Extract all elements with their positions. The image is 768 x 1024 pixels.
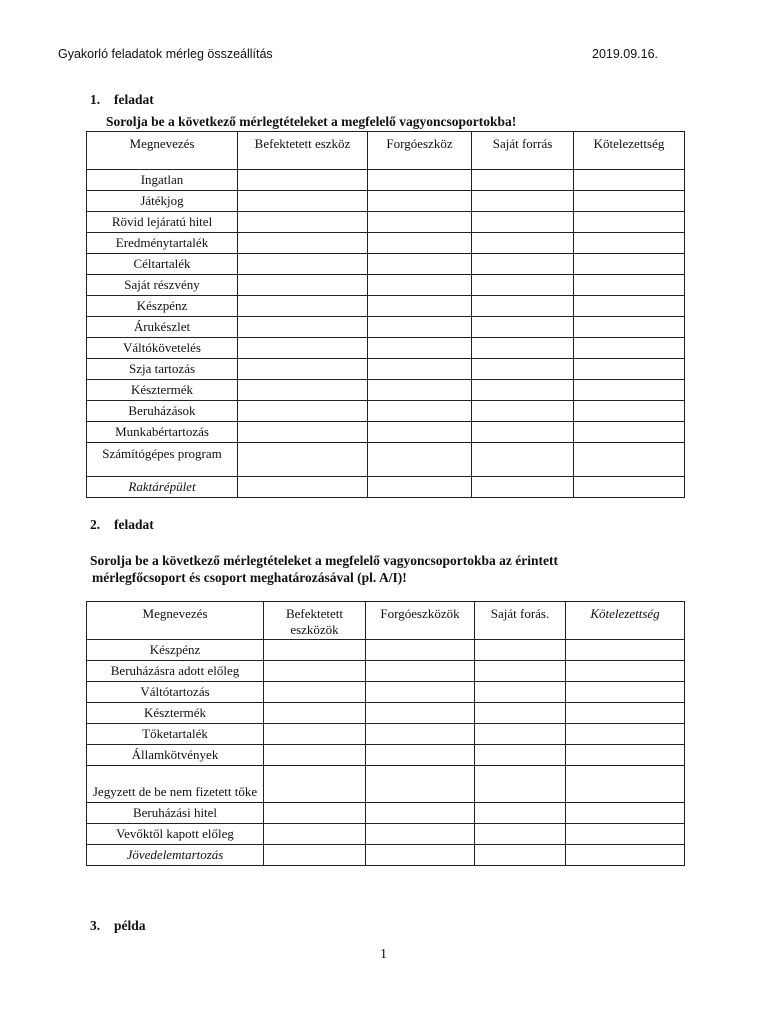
answer-cell [264, 766, 366, 803]
answer-cell [238, 275, 368, 296]
answer-cell [475, 845, 566, 866]
answer-cell [238, 191, 368, 212]
task1-header-row [87, 132, 685, 170]
task2-title: feladat [114, 517, 154, 532]
answer-cell [574, 477, 685, 498]
task1-col-name: Megnevezés [87, 132, 238, 170]
answer-cell [368, 254, 472, 275]
item-name-cell: Számítógépes program [87, 443, 238, 477]
table-row [87, 745, 685, 766]
item-name-cell: Készpénz [87, 296, 238, 317]
answer-cell [368, 233, 472, 254]
answer-cell [475, 724, 566, 745]
answer-cell [475, 745, 566, 766]
answer-cell [366, 661, 475, 682]
table-row [87, 359, 685, 380]
table-row [87, 703, 685, 724]
answer-cell [574, 422, 685, 443]
task2-col-current-assets: Forgóeszközök [366, 602, 475, 640]
item-name-cell: Beruházások [87, 401, 238, 422]
answer-cell [368, 212, 472, 233]
answer-cell [264, 724, 366, 745]
answer-cell [472, 212, 574, 233]
answer-cell [366, 703, 475, 724]
answer-cell [574, 191, 685, 212]
table-row [87, 477, 685, 498]
answer-cell [238, 212, 368, 233]
table-row [87, 275, 685, 296]
answer-cell [368, 170, 472, 191]
table-row [87, 803, 685, 824]
table-row [87, 401, 685, 422]
task1-instruction: Sorolja be a következő mérlegtételeket a megfelelő vagyoncsoportokba! [106, 114, 517, 129]
answer-cell [475, 661, 566, 682]
item-name-cell: Váltótartozás [87, 682, 264, 703]
answer-cell [472, 275, 574, 296]
item-name-cell: Játékjog [87, 191, 238, 212]
answer-cell [566, 845, 685, 866]
item-name-cell: Jegyzett de be nem fizetett tőke [87, 766, 264, 803]
answer-cell [472, 296, 574, 317]
table-row [87, 640, 685, 661]
task1-col-fixed-assets: Befektetett eszköz [238, 132, 368, 170]
answer-cell [366, 745, 475, 766]
table-row [87, 170, 685, 191]
answer-cell [472, 191, 574, 212]
item-name-cell: Jövedelemtartozás [87, 845, 264, 866]
table-row [87, 661, 685, 682]
answer-cell [566, 824, 685, 845]
answer-cell [368, 296, 472, 317]
answer-cell [366, 824, 475, 845]
answer-cell [574, 359, 685, 380]
task3-heading [90, 918, 146, 934]
table-row [87, 824, 685, 845]
answer-cell [366, 682, 475, 703]
item-name-cell: Beruházásra adott előleg [87, 661, 264, 682]
task2-col-equity: Saját forás. [475, 602, 566, 640]
answer-cell [238, 477, 368, 498]
task2-table [86, 601, 685, 866]
answer-cell [472, 170, 574, 191]
answer-cell [264, 745, 366, 766]
answer-cell [566, 803, 685, 824]
answer-cell [475, 682, 566, 703]
answer-cell [366, 845, 475, 866]
answer-cell [238, 380, 368, 401]
answer-cell [574, 317, 685, 338]
answer-cell [368, 401, 472, 422]
item-name-cell: Munkabértartozás [87, 422, 238, 443]
item-name-cell: Saját részvény [87, 275, 238, 296]
answer-cell [264, 640, 366, 661]
answer-cell [264, 803, 366, 824]
item-name-cell: Eredménytartalék [87, 233, 238, 254]
item-name-cell: Szja tartozás [87, 359, 238, 380]
task2-instruction-line2: mérlegfőcsoport és csoport meghatározásával (pl. A/I)! [92, 570, 407, 585]
answer-cell [368, 477, 472, 498]
answer-cell [574, 443, 685, 477]
task1-title: feladat [114, 92, 154, 107]
answer-cell [566, 703, 685, 724]
answer-cell [472, 380, 574, 401]
answer-cell [566, 682, 685, 703]
item-name-cell: Készpénz [87, 640, 264, 661]
table-row [87, 296, 685, 317]
answer-cell [368, 359, 472, 380]
table-row [87, 254, 685, 275]
answer-cell [566, 661, 685, 682]
answer-cell [238, 422, 368, 443]
answer-cell [574, 338, 685, 359]
item-name-cell: Beruházási hitel [87, 803, 264, 824]
task3-number: 3. [90, 918, 101, 933]
answer-cell [368, 443, 472, 477]
table-row [87, 317, 685, 338]
answer-cell [472, 233, 574, 254]
answer-cell [475, 640, 566, 661]
task2-instruction [90, 552, 558, 586]
answer-cell [472, 401, 574, 422]
table-row [87, 422, 685, 443]
answer-cell [238, 338, 368, 359]
answer-cell [238, 443, 368, 477]
answer-cell [264, 845, 366, 866]
answer-cell [472, 338, 574, 359]
item-name-cell: Rövid lejáratú hitel [87, 212, 238, 233]
answer-cell [238, 317, 368, 338]
task2-col-fixed-assets: Befektetett eszközök [264, 602, 366, 640]
answer-cell [566, 745, 685, 766]
task2-heading [90, 517, 154, 533]
answer-cell [472, 359, 574, 380]
table-row [87, 845, 685, 866]
task1-col-equity: Saját forrás [472, 132, 574, 170]
answer-cell [472, 477, 574, 498]
table-row [87, 443, 685, 477]
answer-cell [264, 682, 366, 703]
answer-cell [368, 422, 472, 443]
task1-heading [90, 92, 154, 108]
answer-cell [366, 724, 475, 745]
item-name-cell: Államkötvények [87, 745, 264, 766]
table-row [87, 766, 685, 803]
answer-cell [264, 661, 366, 682]
task2-col-liabilities: Kötelezettség [566, 602, 685, 640]
answer-cell [366, 640, 475, 661]
table-row [87, 338, 685, 359]
answer-cell [472, 422, 574, 443]
table-row [87, 682, 685, 703]
task1-col-liabilities: Kötelezettség [574, 132, 685, 170]
answer-cell [574, 254, 685, 275]
table-row [87, 212, 685, 233]
answer-cell [264, 703, 366, 724]
answer-cell [574, 296, 685, 317]
answer-cell [366, 766, 475, 803]
answer-cell [566, 766, 685, 803]
answer-cell [238, 401, 368, 422]
task1-col-current-assets: Forgóeszköz [368, 132, 472, 170]
table-row [87, 233, 685, 254]
answer-cell [368, 380, 472, 401]
table-row [87, 724, 685, 745]
answer-cell [574, 275, 685, 296]
answer-cell [475, 803, 566, 824]
answer-cell [574, 401, 685, 422]
answer-cell [366, 803, 475, 824]
answer-cell [238, 296, 368, 317]
answer-cell [472, 443, 574, 477]
answer-cell [574, 380, 685, 401]
table-row [87, 191, 685, 212]
answer-cell [566, 640, 685, 661]
item-name-cell: Tőketartalék [87, 724, 264, 745]
answer-cell [574, 170, 685, 191]
answer-cell [472, 317, 574, 338]
task2-header-row [87, 602, 685, 640]
answer-cell [472, 254, 574, 275]
answer-cell [238, 170, 368, 191]
task1-table [86, 131, 685, 498]
answer-cell [238, 233, 368, 254]
task2-number: 2. [90, 517, 101, 532]
item-name-cell: Késztermék [87, 380, 238, 401]
document-header-date: 2019.09.16. [592, 47, 659, 61]
answer-cell [566, 724, 685, 745]
answer-cell [368, 317, 472, 338]
answer-cell [475, 824, 566, 845]
answer-cell [368, 338, 472, 359]
item-name-cell: Késztermék [87, 703, 264, 724]
item-name-cell: Céltartalék [87, 254, 238, 275]
item-name-cell: Vevőktől kapott előleg [87, 824, 264, 845]
answer-cell [368, 191, 472, 212]
document-header-title: Gyakorló feladatok mérleg összeállítás [58, 47, 273, 61]
item-name-cell: Árukészlet [87, 317, 238, 338]
answer-cell [574, 233, 685, 254]
page-number: 1 [380, 947, 387, 962]
task2-col-name: Megnevezés [87, 602, 264, 640]
item-name-cell: Váltókövetelés [87, 338, 238, 359]
task2-instruction-line1: Sorolja be a következő mérlegtételeket a megfelelő vagyoncsoportokba az érintett [90, 553, 558, 568]
answer-cell [368, 275, 472, 296]
task3-title: példa [114, 918, 146, 933]
answer-cell [238, 254, 368, 275]
table-row [87, 380, 685, 401]
item-name-cell: Ingatlan [87, 170, 238, 191]
answer-cell [475, 766, 566, 803]
task1-number: 1. [90, 92, 101, 107]
answer-cell [264, 824, 366, 845]
answer-cell [238, 359, 368, 380]
answer-cell [574, 212, 685, 233]
answer-cell [475, 703, 566, 724]
item-name-cell: Raktárépület [87, 477, 238, 498]
